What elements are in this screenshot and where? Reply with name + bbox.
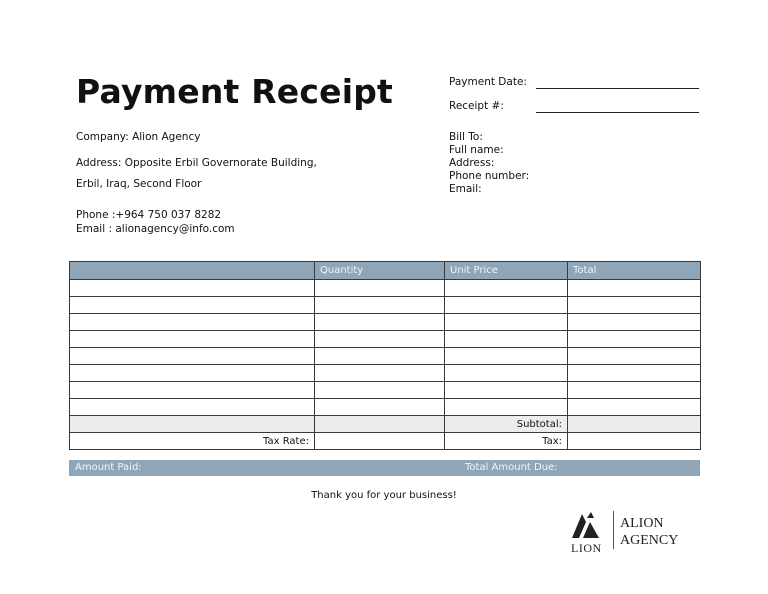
total-cell[interactable] bbox=[568, 280, 701, 297]
logo-divider bbox=[613, 511, 614, 549]
tax-rate-label: Tax Rate: bbox=[70, 433, 315, 450]
unit-price-cell[interactable] bbox=[445, 280, 568, 297]
description-cell[interactable] bbox=[70, 331, 315, 348]
unit-price-cell[interactable] bbox=[445, 365, 568, 382]
alion-agency-logo bbox=[570, 508, 690, 554]
column-header-total: Total bbox=[568, 262, 701, 280]
tax-label: Tax: bbox=[445, 433, 568, 450]
total-cell[interactable] bbox=[568, 399, 701, 416]
total-cell[interactable] bbox=[568, 348, 701, 365]
column-header-unit-price: Unit Price bbox=[445, 262, 568, 280]
description-cell[interactable] bbox=[70, 297, 315, 314]
quantity-cell[interactable] bbox=[315, 280, 445, 297]
tax-row bbox=[70, 433, 701, 450]
tax-rate-value-cell[interactable] bbox=[315, 433, 445, 450]
company-name: Company: Alion Agency bbox=[76, 131, 201, 143]
items-table bbox=[69, 261, 701, 450]
receipt-number-field[interactable] bbox=[536, 112, 699, 113]
table-row bbox=[70, 348, 701, 365]
description-cell[interactable] bbox=[70, 314, 315, 331]
unit-price-cell[interactable] bbox=[445, 382, 568, 399]
description-cell[interactable] bbox=[70, 348, 315, 365]
thank-you-note: Thank you for your business! bbox=[311, 490, 457, 501]
total-cell[interactable] bbox=[568, 382, 701, 399]
company-email: Email : alionagency@info.com bbox=[76, 223, 235, 235]
page-title: Payment Receipt bbox=[76, 72, 394, 111]
table-row bbox=[70, 314, 701, 331]
logo-name-line1: ALION bbox=[620, 516, 664, 531]
quantity-cell[interactable] bbox=[315, 297, 445, 314]
unit-price-cell[interactable] bbox=[445, 331, 568, 348]
total-cell[interactable] bbox=[568, 297, 701, 314]
bill-to-email: Email: bbox=[449, 183, 482, 195]
bill-to-address: Address: bbox=[449, 157, 495, 169]
total-cell[interactable] bbox=[568, 331, 701, 348]
column-header-description bbox=[70, 262, 315, 280]
description-cell[interactable] bbox=[70, 382, 315, 399]
table-row bbox=[70, 365, 701, 382]
description-cell[interactable] bbox=[70, 280, 315, 297]
unit-price-cell[interactable] bbox=[445, 314, 568, 331]
column-header-quantity: Quantity bbox=[315, 262, 445, 280]
table-row bbox=[70, 382, 701, 399]
quantity-cell[interactable] bbox=[315, 399, 445, 416]
subtotal-row-blank bbox=[315, 416, 445, 433]
total-cell[interactable] bbox=[568, 365, 701, 382]
receipt-number-label: Receipt #: bbox=[449, 100, 504, 112]
subtotal-label: Subtotal: bbox=[445, 416, 568, 433]
description-cell[interactable] bbox=[70, 365, 315, 382]
unit-price-cell[interactable] bbox=[445, 348, 568, 365]
table-header-row bbox=[70, 262, 701, 280]
logo-name-line2: AGENCY bbox=[620, 533, 679, 548]
subtotal-row bbox=[70, 416, 701, 433]
quantity-cell[interactable] bbox=[315, 348, 445, 365]
company-address-line2: Erbil, Iraq, Second Floor bbox=[76, 178, 202, 190]
table-row bbox=[70, 399, 701, 416]
logo-lion-text: LION bbox=[571, 541, 602, 555]
bill-to-full-name: Full name: bbox=[449, 144, 504, 156]
table-row bbox=[70, 297, 701, 314]
payment-date-field[interactable] bbox=[536, 88, 699, 89]
table-row bbox=[70, 331, 701, 348]
table-row bbox=[70, 280, 701, 297]
payment-date-label: Payment Date: bbox=[449, 76, 527, 88]
bill-to-phone: Phone number: bbox=[449, 170, 530, 182]
tax-value-cell[interactable] bbox=[568, 433, 701, 450]
company-address-line1: Address: Opposite Erbil Governorate Building, bbox=[76, 157, 317, 169]
quantity-cell[interactable] bbox=[315, 382, 445, 399]
quantity-cell[interactable] bbox=[315, 365, 445, 382]
amount-paid-bar bbox=[69, 460, 700, 476]
total-cell[interactable] bbox=[568, 314, 701, 331]
subtotal-value-cell[interactable] bbox=[568, 416, 701, 433]
unit-price-cell[interactable] bbox=[445, 399, 568, 416]
logo-agency-name bbox=[620, 515, 678, 549]
quantity-cell[interactable] bbox=[315, 331, 445, 348]
amount-paid-label: Amount Paid: bbox=[75, 462, 142, 473]
subtotal-row-blank bbox=[70, 416, 315, 433]
bill-to-label: Bill To: bbox=[449, 131, 483, 143]
quantity-cell[interactable] bbox=[315, 314, 445, 331]
company-phone: Phone :+964 750 037 8282 bbox=[76, 209, 222, 221]
unit-price-cell[interactable] bbox=[445, 297, 568, 314]
total-amount-due-label: Total Amount Due: bbox=[465, 462, 558, 473]
description-cell[interactable] bbox=[70, 399, 315, 416]
